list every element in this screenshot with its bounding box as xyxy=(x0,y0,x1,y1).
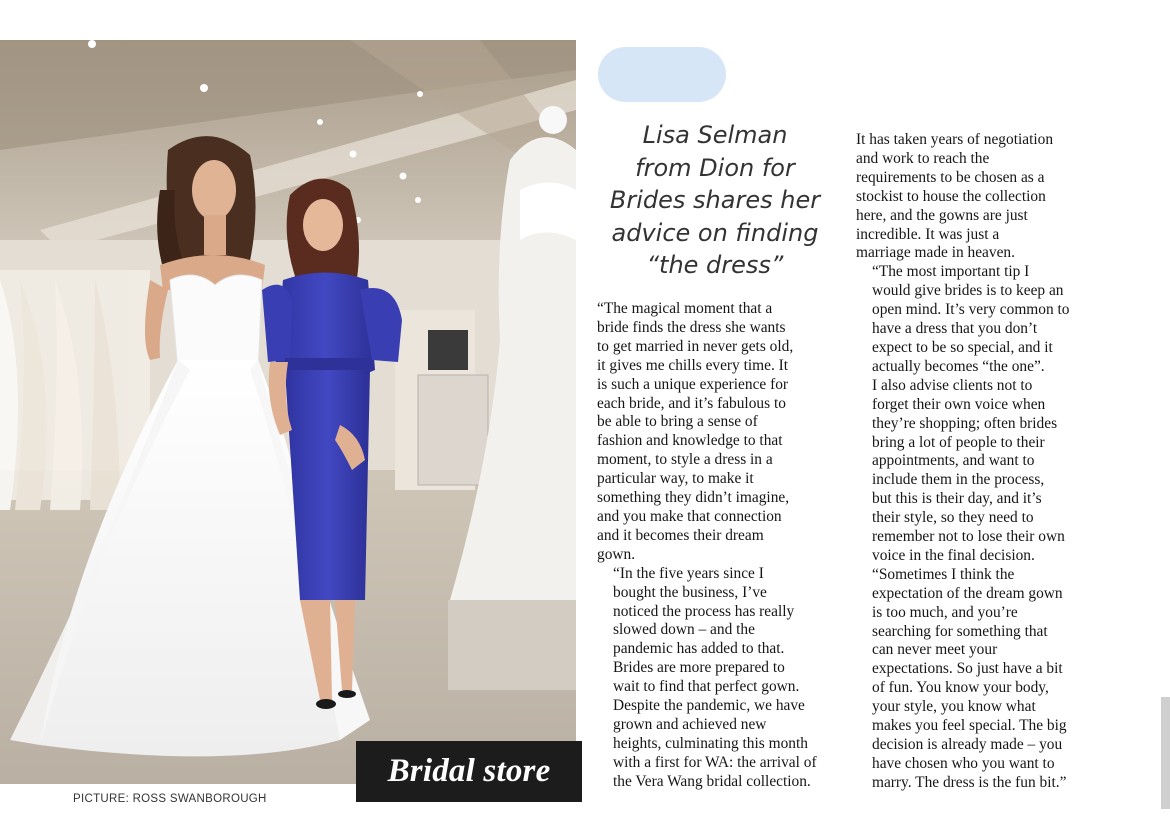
text-line: but this is their day, and it’s xyxy=(872,490,1042,508)
text-line: expectation of the dream gown xyxy=(872,584,1063,602)
text-line: be able to bring a sense of xyxy=(597,413,758,431)
decorative-pill xyxy=(598,47,726,102)
article-column-1 xyxy=(597,300,833,792)
text-line: particular way, to make it xyxy=(597,470,754,488)
text-line: here, and the gowns are just xyxy=(856,206,1028,224)
paragraph xyxy=(856,566,1096,793)
text-line: Despite the pandemic, we have xyxy=(613,697,805,715)
text-line: stockist to house the collection xyxy=(856,187,1046,205)
text-line: something they didn’t imagine, xyxy=(597,489,790,507)
text-line: grown and achieved new xyxy=(613,715,767,733)
text-line: expectations. So just have a bit xyxy=(872,660,1063,678)
pull-quote xyxy=(588,119,842,282)
text-line: expect to be so special, and it xyxy=(872,338,1053,356)
text-line: bride finds the dress she wants xyxy=(597,318,786,336)
text-line: “Sometimes I think the xyxy=(872,565,1015,583)
bridal-store-illustration xyxy=(0,40,576,784)
text-line: “In the five years since I xyxy=(613,564,764,582)
paragraph xyxy=(856,263,1096,376)
text-line: and you make that connection xyxy=(597,507,782,525)
text-line: decision is already made – you xyxy=(872,736,1063,753)
text-line: “The magical moment that a xyxy=(597,300,773,317)
text-line: it gives me chills every time. It xyxy=(597,356,789,374)
text-line: requirements to be chosen as a xyxy=(856,168,1045,186)
text-line: is too much, and you’re xyxy=(872,603,1018,621)
text-line: Brides are more prepared to xyxy=(613,659,785,677)
text-line: actually becomes “the one”. xyxy=(872,357,1045,375)
text-line: of fun. You know your body, xyxy=(872,679,1049,697)
text-line: appointments, and want to xyxy=(872,452,1035,470)
text-line: voice in the final decision. xyxy=(872,546,1035,564)
text-line: the Vera Wang bridal collection. xyxy=(613,772,811,790)
text-line: their style, so they need to xyxy=(872,509,1034,527)
text-line: forget their own voice when xyxy=(872,395,1046,413)
pull-quote-line: advice on finding xyxy=(611,218,819,247)
photo-credit: PICTURE: ROSS SWANBOROUGH xyxy=(73,793,267,805)
pull-quote-line: Brides shares her xyxy=(609,186,821,214)
text-line: your style, you know what xyxy=(872,698,1036,716)
text-line: they’re shopping; often brides xyxy=(872,414,1058,432)
paragraph xyxy=(597,300,833,565)
text-line: moment, to style a dress in a xyxy=(597,451,773,469)
text-line: open mind. It’s very common to xyxy=(872,301,1070,319)
pull-quote-line: from Dion for xyxy=(635,153,795,182)
text-line: would give brides is to keep an xyxy=(872,282,1064,300)
text-line: and it becomes their dream xyxy=(597,526,764,544)
text-line: makes you feel special. The big xyxy=(872,717,1067,735)
text-line: bring a lot of people to their xyxy=(872,433,1045,451)
text-line: can never meet your xyxy=(872,641,998,659)
text-line: each bride, and it’s fabulous to xyxy=(597,394,786,412)
text-line: include them in the process, xyxy=(872,471,1045,489)
paragraph xyxy=(856,131,1096,263)
paragraph xyxy=(597,565,833,792)
text-line: slowed down – and the xyxy=(613,621,755,639)
text-line: and work to reach the xyxy=(856,149,990,167)
article-column-2 xyxy=(856,131,1096,793)
text-line: searching for something that xyxy=(872,622,1048,640)
text-line: have a dress that you don’t xyxy=(872,320,1038,338)
text-line: pandemic has added to that. xyxy=(613,640,785,658)
text-line: marry. The dress is the fun bit.” xyxy=(872,773,1067,791)
text-line: heights, culminating this month xyxy=(613,734,808,752)
page-edge-sliver xyxy=(1161,697,1170,809)
pull-quote-line: “the dress” xyxy=(646,251,784,279)
text-line: I also advise clients not to xyxy=(872,376,1033,394)
text-line: incredible. It was just a xyxy=(856,225,1000,243)
text-line: to get married in never gets old, xyxy=(597,337,794,355)
paragraph xyxy=(856,377,1096,566)
text-line: noticed the process has really xyxy=(613,602,795,620)
text-line: “The most important tip I xyxy=(872,263,1030,281)
text-line: gown. xyxy=(597,545,636,563)
text-line: is such a unique experience for xyxy=(597,375,789,393)
text-line: with a first for WA: the arrival of xyxy=(613,753,817,771)
text-line: bought the business, I’ve xyxy=(613,583,767,601)
text-line: have chosen who you want to xyxy=(872,754,1055,772)
section-label: Bridal store xyxy=(356,741,582,802)
text-line: remember not to lose their own xyxy=(872,528,1065,546)
text-line: It has taken years of negotiation xyxy=(856,131,1054,148)
article-photo xyxy=(0,40,576,784)
text-line: wait to find that perfect gown. xyxy=(613,678,800,696)
text-line: fashion and knowledge to that xyxy=(597,432,783,450)
text-line: marriage made in heaven. xyxy=(856,244,1015,262)
pull-quote-line: Lisa Selman xyxy=(642,121,788,149)
